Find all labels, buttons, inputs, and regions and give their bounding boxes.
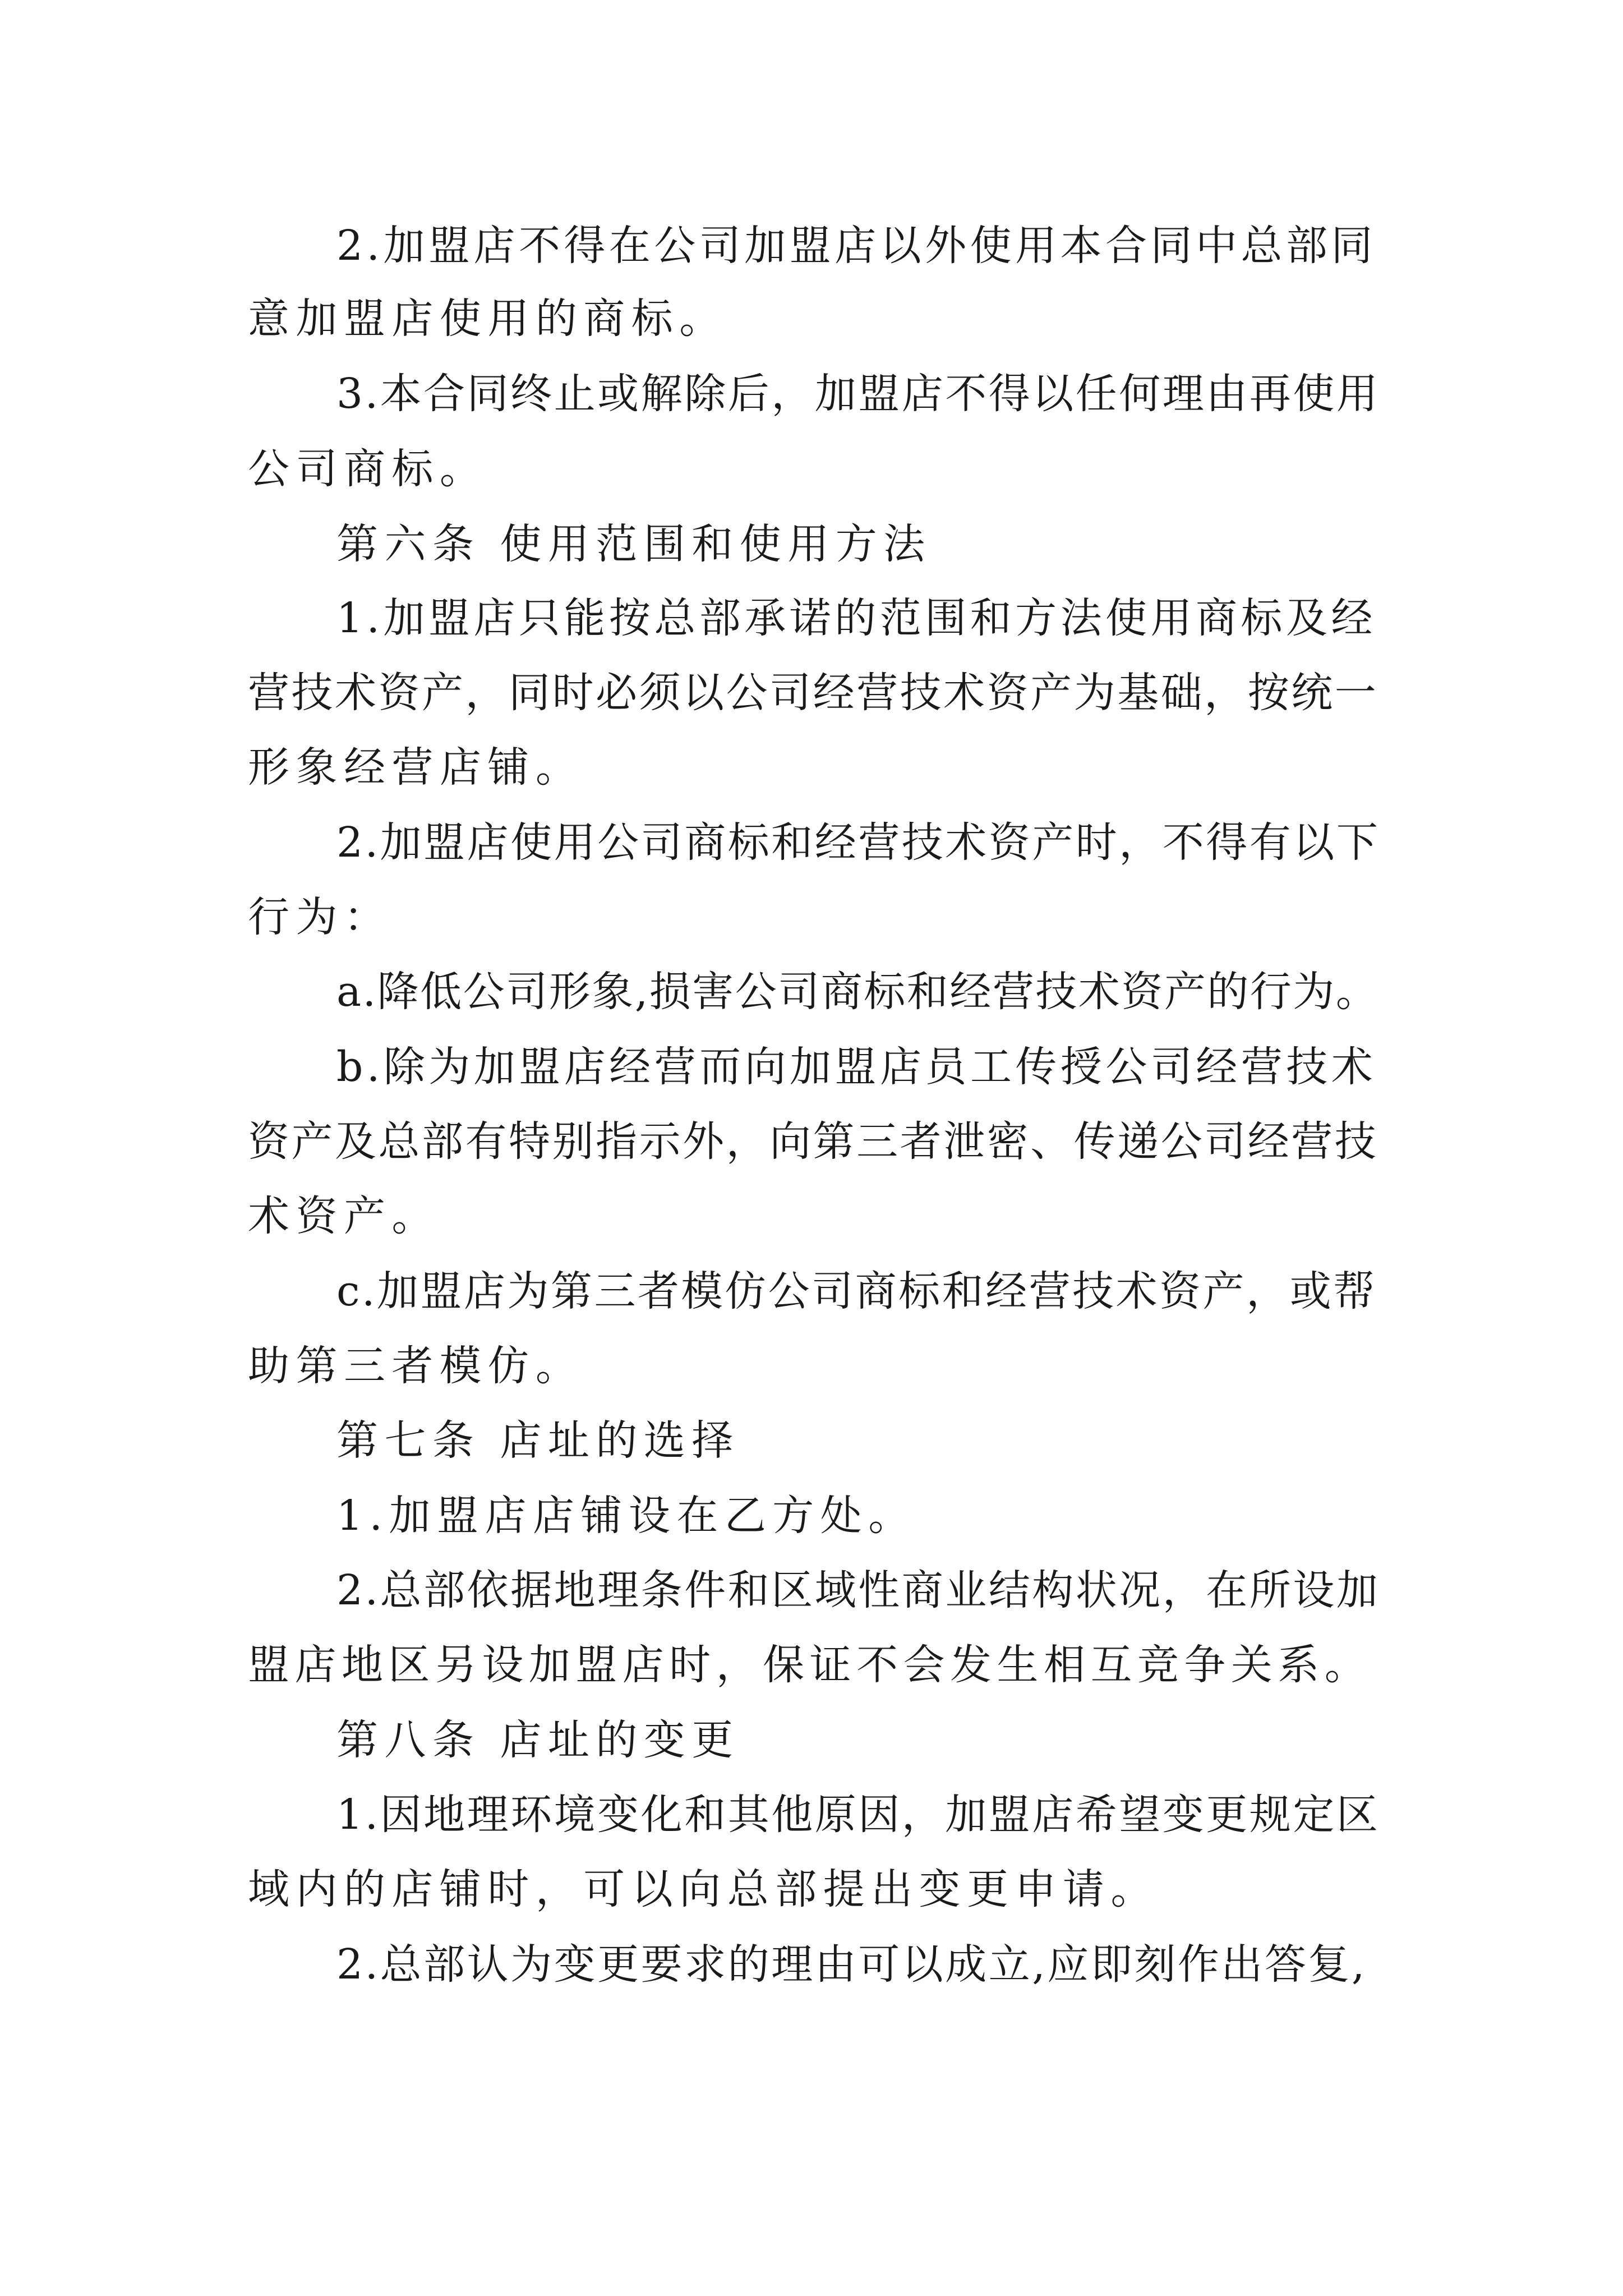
text-line-7: 营技术资产，同时必须以公司经营技术资产为基础，按统一 [248, 669, 1378, 717]
text-line-11: a.降低公司形象,损害公司商标和经营技术资产的行为。 [336, 968, 1379, 1016]
text-line-12: b.除为加盟店经营而向加盟店员工传授公司经营技术 [336, 1043, 1377, 1091]
text-line-4: 公司商标。 [248, 445, 488, 493]
text-line-18: 1.加盟店店铺设在乙方处。 [336, 1492, 916, 1540]
section-heading-7: 第七条 店址的选择 [336, 1416, 740, 1465]
text-line-14: 术资产。 [248, 1192, 440, 1240]
text-line-3: 3.本合同终止或解除后，加盟店不得以任何理由再使用 [336, 370, 1380, 418]
section-heading-6: 第六条 使用范围和使用方法 [336, 520, 932, 568]
text-line-20: 盟店地区另设加盟店时，保证不会发生相互竞争关系。 [248, 1641, 1372, 1689]
section-heading-8: 第八条 店址的变更 [336, 1716, 740, 1764]
text-line-22: 1.因地理环境变化和其他原因，加盟店希望变更规定区 [336, 1791, 1380, 1839]
text-line-6: 1.加盟店只能按总部承诺的范围和方法使用商标及经 [336, 594, 1376, 642]
text-line-2: 意加盟店使用的商标。 [248, 295, 727, 343]
text-line-15: c.加盟店为第三者模仿公司商标和经营技术资产，或帮 [336, 1267, 1377, 1315]
text-line-1: 2.加盟店不得在公司加盟店以外使用本合同中总部同 [336, 222, 1376, 270]
text-line-10: 行为： [248, 893, 392, 941]
text-line-8: 形象经营店铺。 [248, 743, 584, 792]
text-line-23: 域内的店铺时，可以向总部提出变更申请。 [248, 1865, 1159, 1913]
text-line-9: 2.加盟店使用公司商标和经营技术资产时，不得有以下 [336, 818, 1380, 867]
text-line-13: 资产及总部有特别指示外，向第三者泄密、传递公司经营技 [248, 1117, 1378, 1166]
text-line-24: 2.总部认为变更要求的理由可以成立,应即刻作出答复, [336, 1940, 1367, 1989]
text-line-16: 助第三者模仿。 [248, 1342, 584, 1390]
text-line-19: 2.总部依据地理条件和区域性商业结构状况，在所设加 [336, 1566, 1380, 1614]
